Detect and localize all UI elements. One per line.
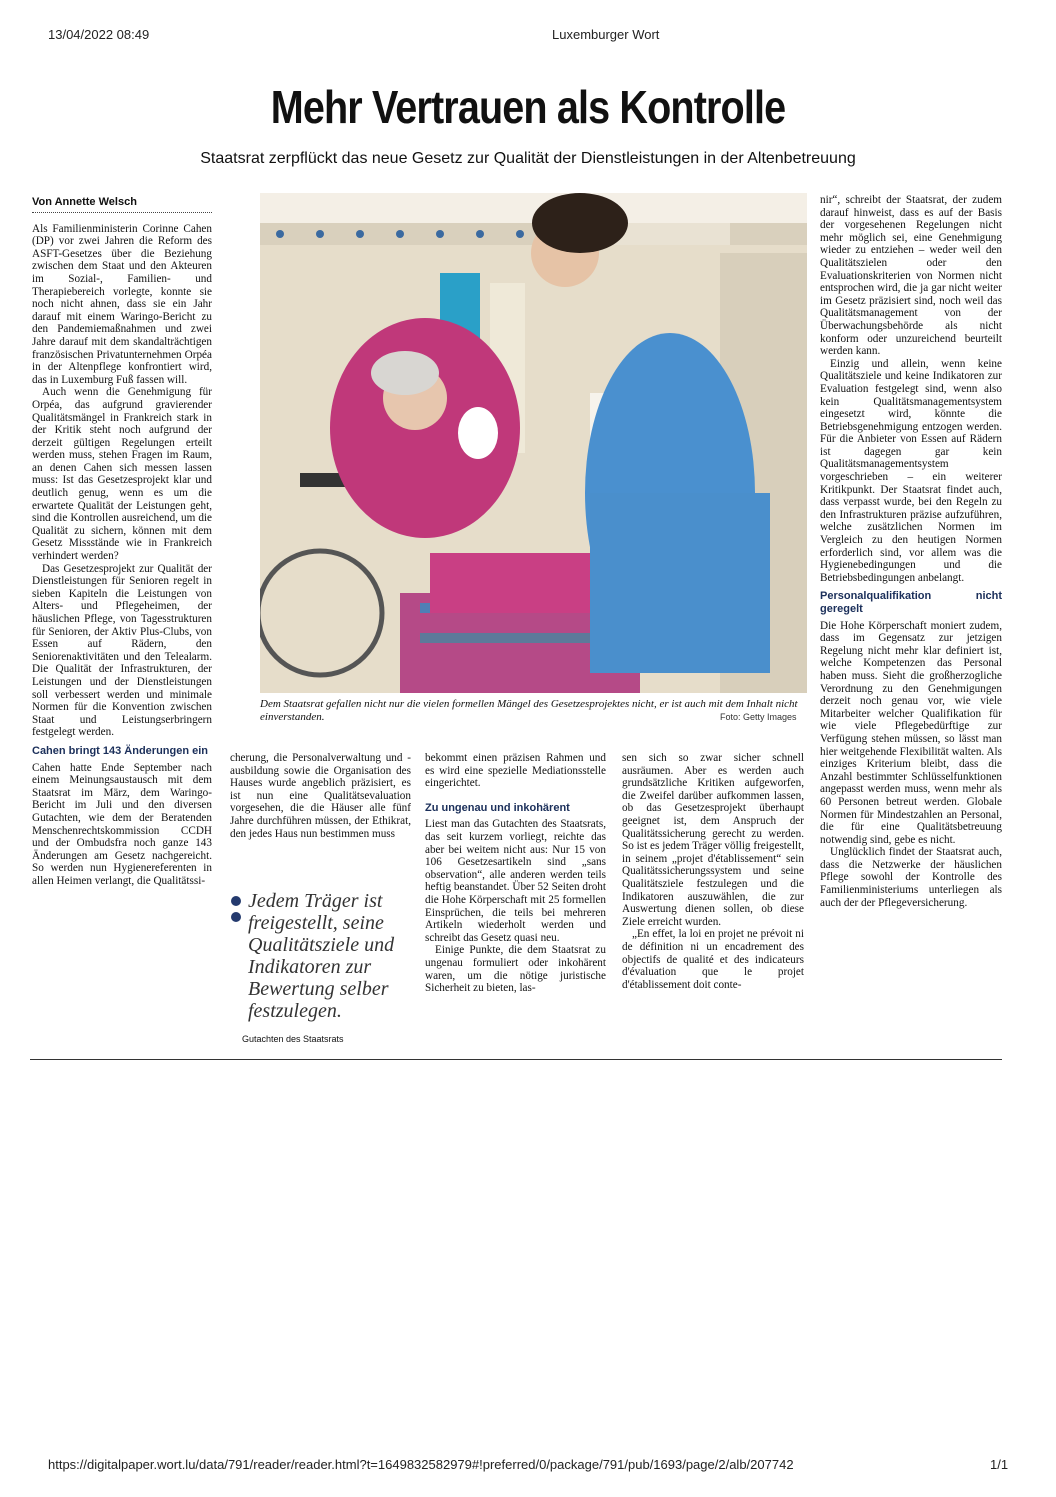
byline: Von Annette Welsch bbox=[32, 196, 212, 213]
print-date: 13/04/2022 08:49 bbox=[48, 27, 150, 42]
paragraph: Unglücklich findet der Staatsrat auch, dass die Netzwerke der häuslichen Pflege sowohl der Kontrolle des Familienministeriums unterliegen als auch der der Pflegeversicherung. bbox=[820, 846, 1002, 909]
paragraph: Das Gesetzesprojekt zur Qualität der Dienstleistungen für Senioren regelt in sieben Kapiteln die Leistungen von Alters- und Pflegeheimen, der häuslichen Pflege, von Tagesstrukturen für Senioren, der Aktiv Plus-Clubs, von Essen auf Rädern, den Seniorenaktivitäten und den Telealarm. Die Qualität der Infrastrukturen, der Leistungen und der Dienstleistungen soll verbessert werden und minimale Normen für die Konvention zwischen Staat und Leistungserbringern festgelegt werden. bbox=[32, 562, 212, 739]
print-site-title: Luxemburger Wort bbox=[552, 27, 660, 42]
column-5 bbox=[820, 194, 1002, 909]
paragraph: cherung, die Personalverwaltung und -ausbildung sowie die Organisation des Hauses wurde angeblich präzisiert, es ist nun eine Qualitätsevaluation vorgesehen, die die Häuser alle fünf Jahre durchführen müssen, der Ethikrat, den jedes Haus nun bestimmen muss bbox=[230, 752, 411, 840]
column-1 bbox=[32, 196, 212, 887]
column-3 bbox=[425, 752, 606, 995]
paragraph: Als Familienministerin Corinne Cahen (DP) vor zwei Jahren die Reform des ASFT-Gesetzes über die Beziehung zwischen dem Staat und den Akteuren im Sozial-, Familien- und Therapiebereich vorlegte, konnte sie noch nicht ahnen, dass sie ein Jahr darauf mit einem Waringo-Bericht zu den Pandemiemaßnahmen und zwei Jahre darauf mit dem skandalträchtigen französischen Privatunternehmen Orpéa in der Altenpflege konfrontiert wird, das in Luxemburg Fuß fassen will. bbox=[32, 222, 212, 386]
photo-caption: Dem Staatsrat gefallen nicht nur die vielen formellen Mängel des Gesetzesprojektes nicht, er ist auch mit dem Inhalt nicht einverstanden. bbox=[260, 698, 798, 723]
bottom-rule bbox=[30, 1059, 1002, 1060]
paragraph: sen sich so zwar sicher schnell ausräumen. Aber es werden auch grundsätzliche Kritiken aufgeworfen, die Zweifel darüber aufkommen lassen, ob das Gesetzesprojekt überhaupt geeignet ist, dem Anspruch der Qualitätssicherung gerecht zu werden. So ist es jedem Träger völlig freigestellt, in seinem „projet d'établissement“ sein Qualitätssicherungssystem und seine Qualitätsziele festzulegen und die Indikatoren auszuwählen, die zur Auswertung dienen sollen, ob diese Ziele erreicht wurden. bbox=[622, 752, 804, 928]
column-4 bbox=[622, 752, 804, 991]
page-number: 1/1 bbox=[990, 1457, 1009, 1472]
photo-illustration bbox=[260, 193, 807, 693]
paragraph: Einzig und allein, wenn keine Qualitätsziele und keine Indikatoren zur Evaluation festgelegt sind, wenn also kein Qualitätsmanagementsystem eingesetzt wird, könnte die Betriebsgenehmigung entzogen werden. Für die Anbieter von Essen auf Rädern ist dagegen gar kein Qualitätsmanagementsystem vorgeschrieben – ein weiterer Kritikpunkt. Der Staatsrat findet auch, dass verpasst wurde, bei den Regeln zu den Infrastrukturen präzise aufzuführen, welche zusätzlichen Normen im Vergleich zu den heutigen Normen erforderlich sind, vor allem was die Hygienebedingungen und die Betriebsbedingungen anbelangt. bbox=[820, 357, 1002, 584]
headline: Mehr Vertrauen als Kontrolle bbox=[270, 81, 786, 133]
section-subtitle: Zu ungenau und inkohärent bbox=[425, 801, 570, 814]
quote-bullet-icon bbox=[231, 896, 241, 906]
section-subtitle: Cahen bringt 143 Änderungen ein bbox=[32, 744, 209, 757]
paragraph: nir“, schreibt der Staatsrat, der zudem darauf hinweist, dass es auf der Basis der vorgesehenen Regelungen nicht mehr möglich sei, eine Genehmigung wieder zu entziehen – weder weil den Qualitätszielen oder den Evaluationskriterien von Normen nicht entsprochen wird, die ja gar nicht weiter im Gesetz präzisiert sind, noch weil das Qualitätsmanagement von der Überwachungsbehörde als nicht konform oder unzureichend beurteilt werden kann. bbox=[820, 194, 1002, 358]
photo-credit: Foto: Getty Images bbox=[720, 712, 797, 722]
subheadline: Staatsrat zerpflückt das neue Gesetz zur Qualität der Dienstleistungen in der Altenbetreuung bbox=[200, 150, 856, 167]
paragraph: „En effet, la loi en projet ne prévoit ni de définition ni un encadrement des objectifs de qualité et des indicateurs d'évaluation que le projet d'établissement doit conte- bbox=[622, 928, 804, 991]
section-subtitle: Personalqualifikation nicht geregelt bbox=[820, 590, 1002, 615]
paragraph: Die Hohe Körperschaft moniert zudem, dass im Gegensatz zur jetzigen Regelung nicht mehr klar definiert ist, welche Kompetenzen das Personal haben muss. Sieht die großherzogliche Verordnung zu den Genehmigungen derzeit noch genau vor, wie viele Mitarbeiter welcher Qualifikation für wie viele Pflegebedürftige zur Verfügung stehen müssen, so lässt man hier weitgehende Flexibilität walten. Als einziges Kriterium bleibt, dass die Anzahl bestimmter Schlüsselfunktionen angepasst werden muss, wenn mehr als 60 Personen betreut werden. Globale Normen für Mindestzahlen an Personal, die für eine Qualitätsbetreuung notwendig sind, gebe es nicht. bbox=[820, 619, 1002, 846]
paragraph: Cahen hatte Ende September nach einem Meinungsaustausch mit dem Staatsrat im März, dem Waringo-Bericht im Juli und den diversen Gutachten, wie dem der Beratenden Menschenrechtskommission CCDH und der Ombudsfra noch ganze 143 Änderungen am Gesetz nachgereicht. So werden nun Hygienereferenten in allen Heimen verlangt, die Qualitätssi- bbox=[32, 761, 212, 887]
article-photo bbox=[260, 193, 807, 693]
column-2 bbox=[230, 752, 411, 840]
quote-bullet-icon bbox=[231, 912, 241, 922]
paragraph: Auch wenn die Genehmigung für Orpéa, das aufgrund gravierender Qualitätsmängel in Frankreich stark in der Kritik steht noch aufgrund der derzeit gültigen Regelungen erteilt werden muss, stehen Fragen im Raum, an denen Cahen sich messen lassen muss: Ist das Gesetzesprojekt klar und deutlich genug, wenn es um die erwartete Qualität der Leistungen geht, sind die Kontrollen ausreichend, um die Qualität zu sichern, können mit dem Gesetz Missstände wie in Frankreich verhindert werden? bbox=[32, 386, 212, 563]
pull-quote-source: Gutachten des Staatsrats bbox=[242, 1034, 344, 1044]
paragraph: Liest man das Gutachten des Staatsrats, das seit kurzem vorliegt, reichte das aber bei weitem nicht aus: Nur 15 von 106 Gesetzesartikeln sind „sans observation“, alle anderen werden teils heftig beanstandet. Über 52 Seiten droht die Hohe Körperschaft mit 25 formellen Einsprüchen, die teils bei mehreren Artikeln wiederholt werden und schreibt das Gesetz quasi neu. bbox=[425, 818, 606, 944]
paragraph: Einige Punkte, die dem Staatsrat zu ungenau formuliert oder inkohärent waren, um die nötige juristische Sicherheit zu bieten, las- bbox=[425, 944, 606, 995]
paragraph: bekommt einen präzisen Rahmen und es wird eine spezielle Mediationsstelle eingerichtet. bbox=[425, 752, 606, 790]
page-url[interactable]: https://digitalpaper.wort.lu/data/791/reader/reader.html?t=1649832582979#!preferred/0/package/791/pub/1693/page/2/alb/207742 bbox=[48, 1457, 794, 1472]
pull-quote: Jedem Träger ist freigestellt, seine Qualitätsziele und Indikatoren zur Bewertung selber festzulegen. bbox=[248, 890, 395, 1022]
